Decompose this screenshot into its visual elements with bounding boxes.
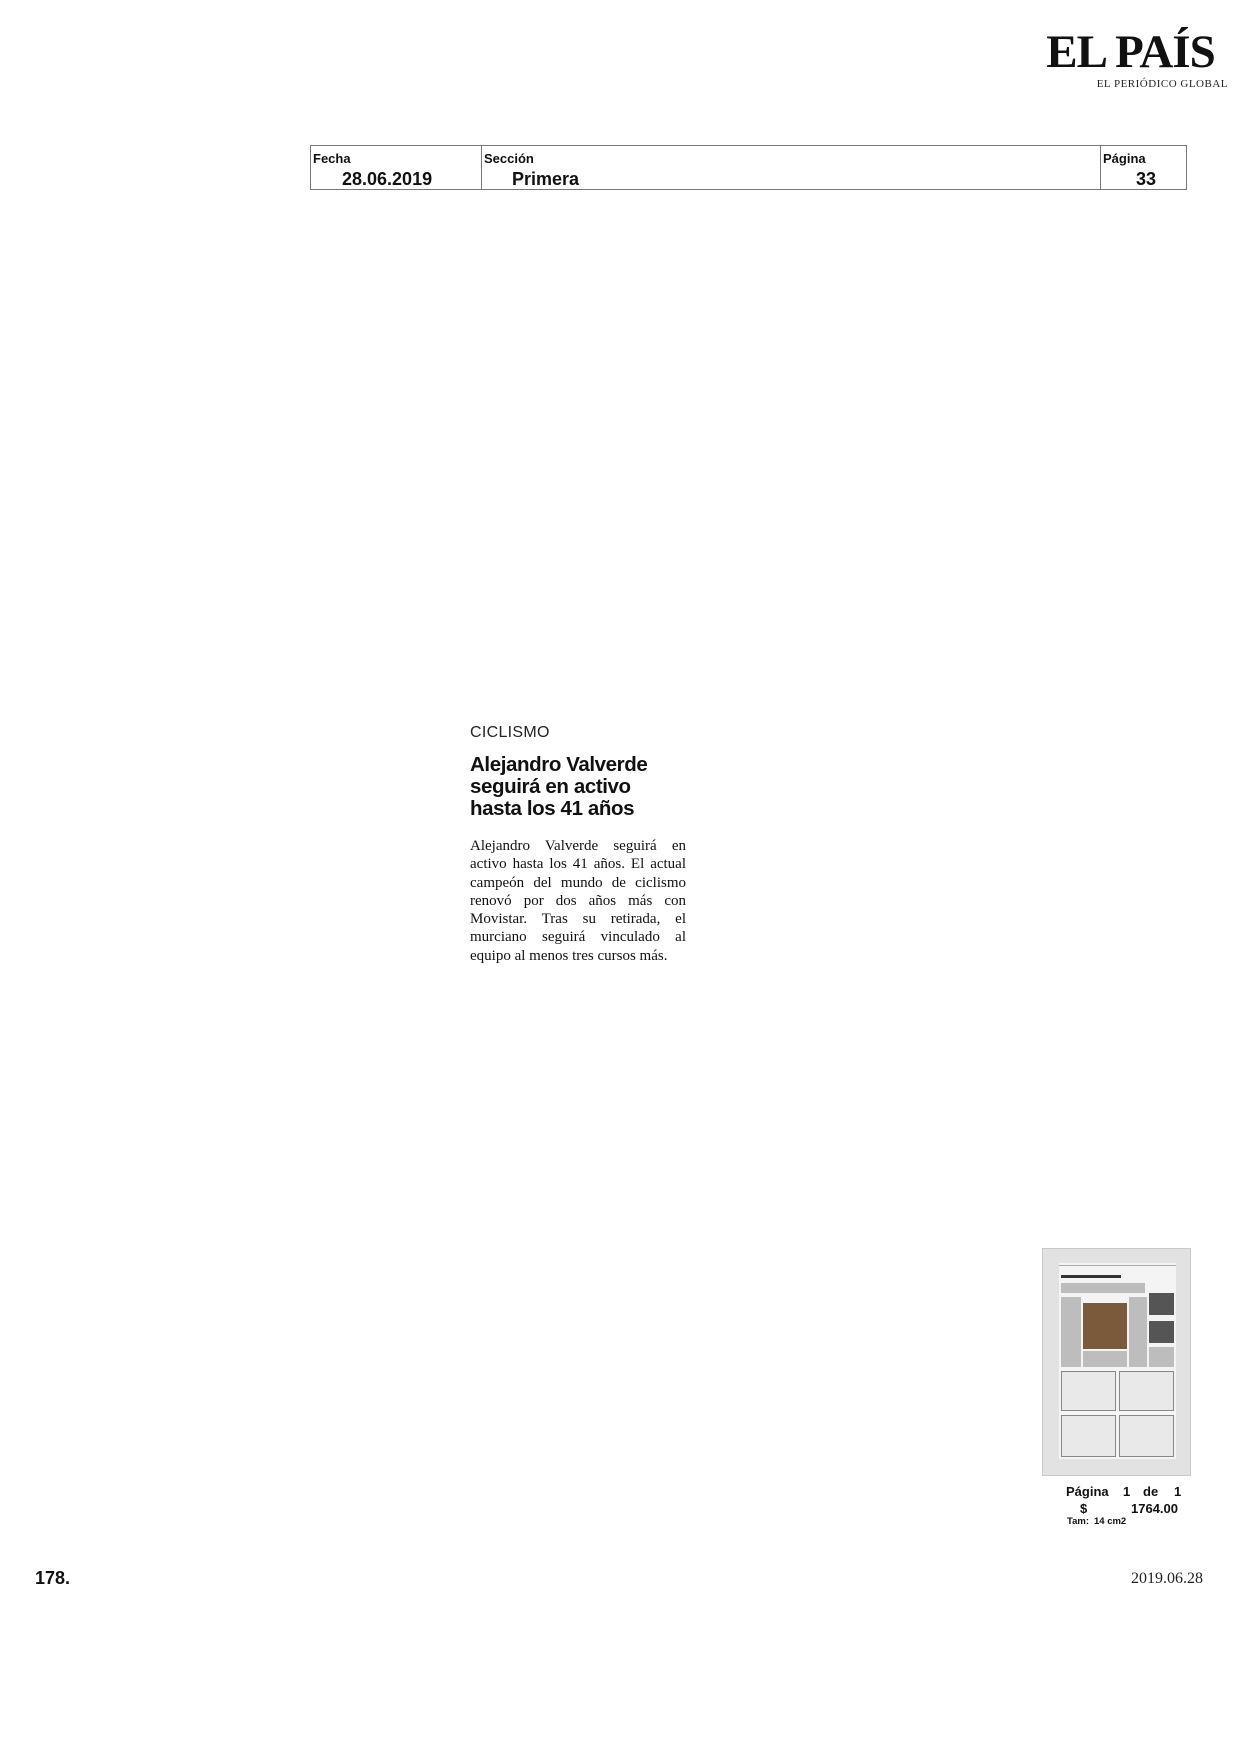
page-info-total: 1 [1174, 1484, 1182, 1499]
thumb-column [1149, 1347, 1174, 1367]
seccion-value: Primera [512, 169, 580, 189]
thumb-column [1129, 1297, 1147, 1367]
page-thumbnail [1042, 1248, 1191, 1476]
logo-name: EL PAÍS [1046, 26, 1215, 78]
page-info-currency: $ [1080, 1501, 1088, 1516]
thumb-lead [1061, 1283, 1145, 1293]
page-info-current: 1 [1123, 1484, 1131, 1499]
thumb-ad-box [1119, 1415, 1174, 1457]
page-info [1050, 1484, 1190, 1528]
page-info-amount: 1764.00 [1131, 1501, 1178, 1516]
page-thumbnail-sheet [1059, 1263, 1176, 1459]
seccion-label: Sección [484, 151, 534, 166]
thumb-column [1083, 1351, 1127, 1367]
article-clipping [470, 724, 686, 965]
thumb-ad-box [1061, 1415, 1116, 1457]
seccion-cell [482, 146, 1101, 189]
article-body: Alejandro Valverde seguirá en activo hasta los 41 años. El actual campeón del mundo de ciclismo renovó por dos años más con Movistar. Tras su retirada, el murciano seguirá vinculado al equipo al menos tres cursos más. [470, 838, 686, 964]
pagina-cell [1101, 146, 1186, 189]
page-info-tam-label: Tam: [1067, 1516, 1089, 1527]
thumb-ad-box [1119, 1371, 1174, 1411]
thumb-dark-box [1149, 1293, 1174, 1315]
thumb-column [1061, 1297, 1081, 1367]
page-info-pagina-label: Página [1066, 1484, 1109, 1499]
page-info-tam-value: 14 cm2 [1094, 1516, 1127, 1527]
article-kicker: CICLISMO [470, 724, 550, 741]
page-info-de-label: de [1143, 1484, 1159, 1499]
thumb-dark-box [1149, 1321, 1174, 1343]
thumb-title [1061, 1275, 1121, 1278]
fecha-label: Fecha [313, 151, 351, 166]
thumb-rule [1059, 1265, 1176, 1266]
page-number: 178. [35, 1568, 71, 1588]
logo-tagline: EL PERIÓDICO GLOBAL [1096, 78, 1228, 90]
fecha-cell [311, 146, 482, 189]
thumb-ad-box [1061, 1371, 1116, 1411]
thumb-photo [1083, 1303, 1127, 1349]
date-stamp: 2019.06.28 [1131, 1570, 1203, 1587]
pagina-label: Página [1103, 151, 1146, 166]
header-table [310, 145, 1187, 190]
fecha-value: 28.06.2019 [342, 169, 433, 189]
pagina-value: 33 [1136, 169, 1157, 189]
el-pais-logo [1033, 26, 1228, 90]
article-headline: Alejandro Valverde seguirá en activo hasta los 41 años [470, 753, 648, 820]
